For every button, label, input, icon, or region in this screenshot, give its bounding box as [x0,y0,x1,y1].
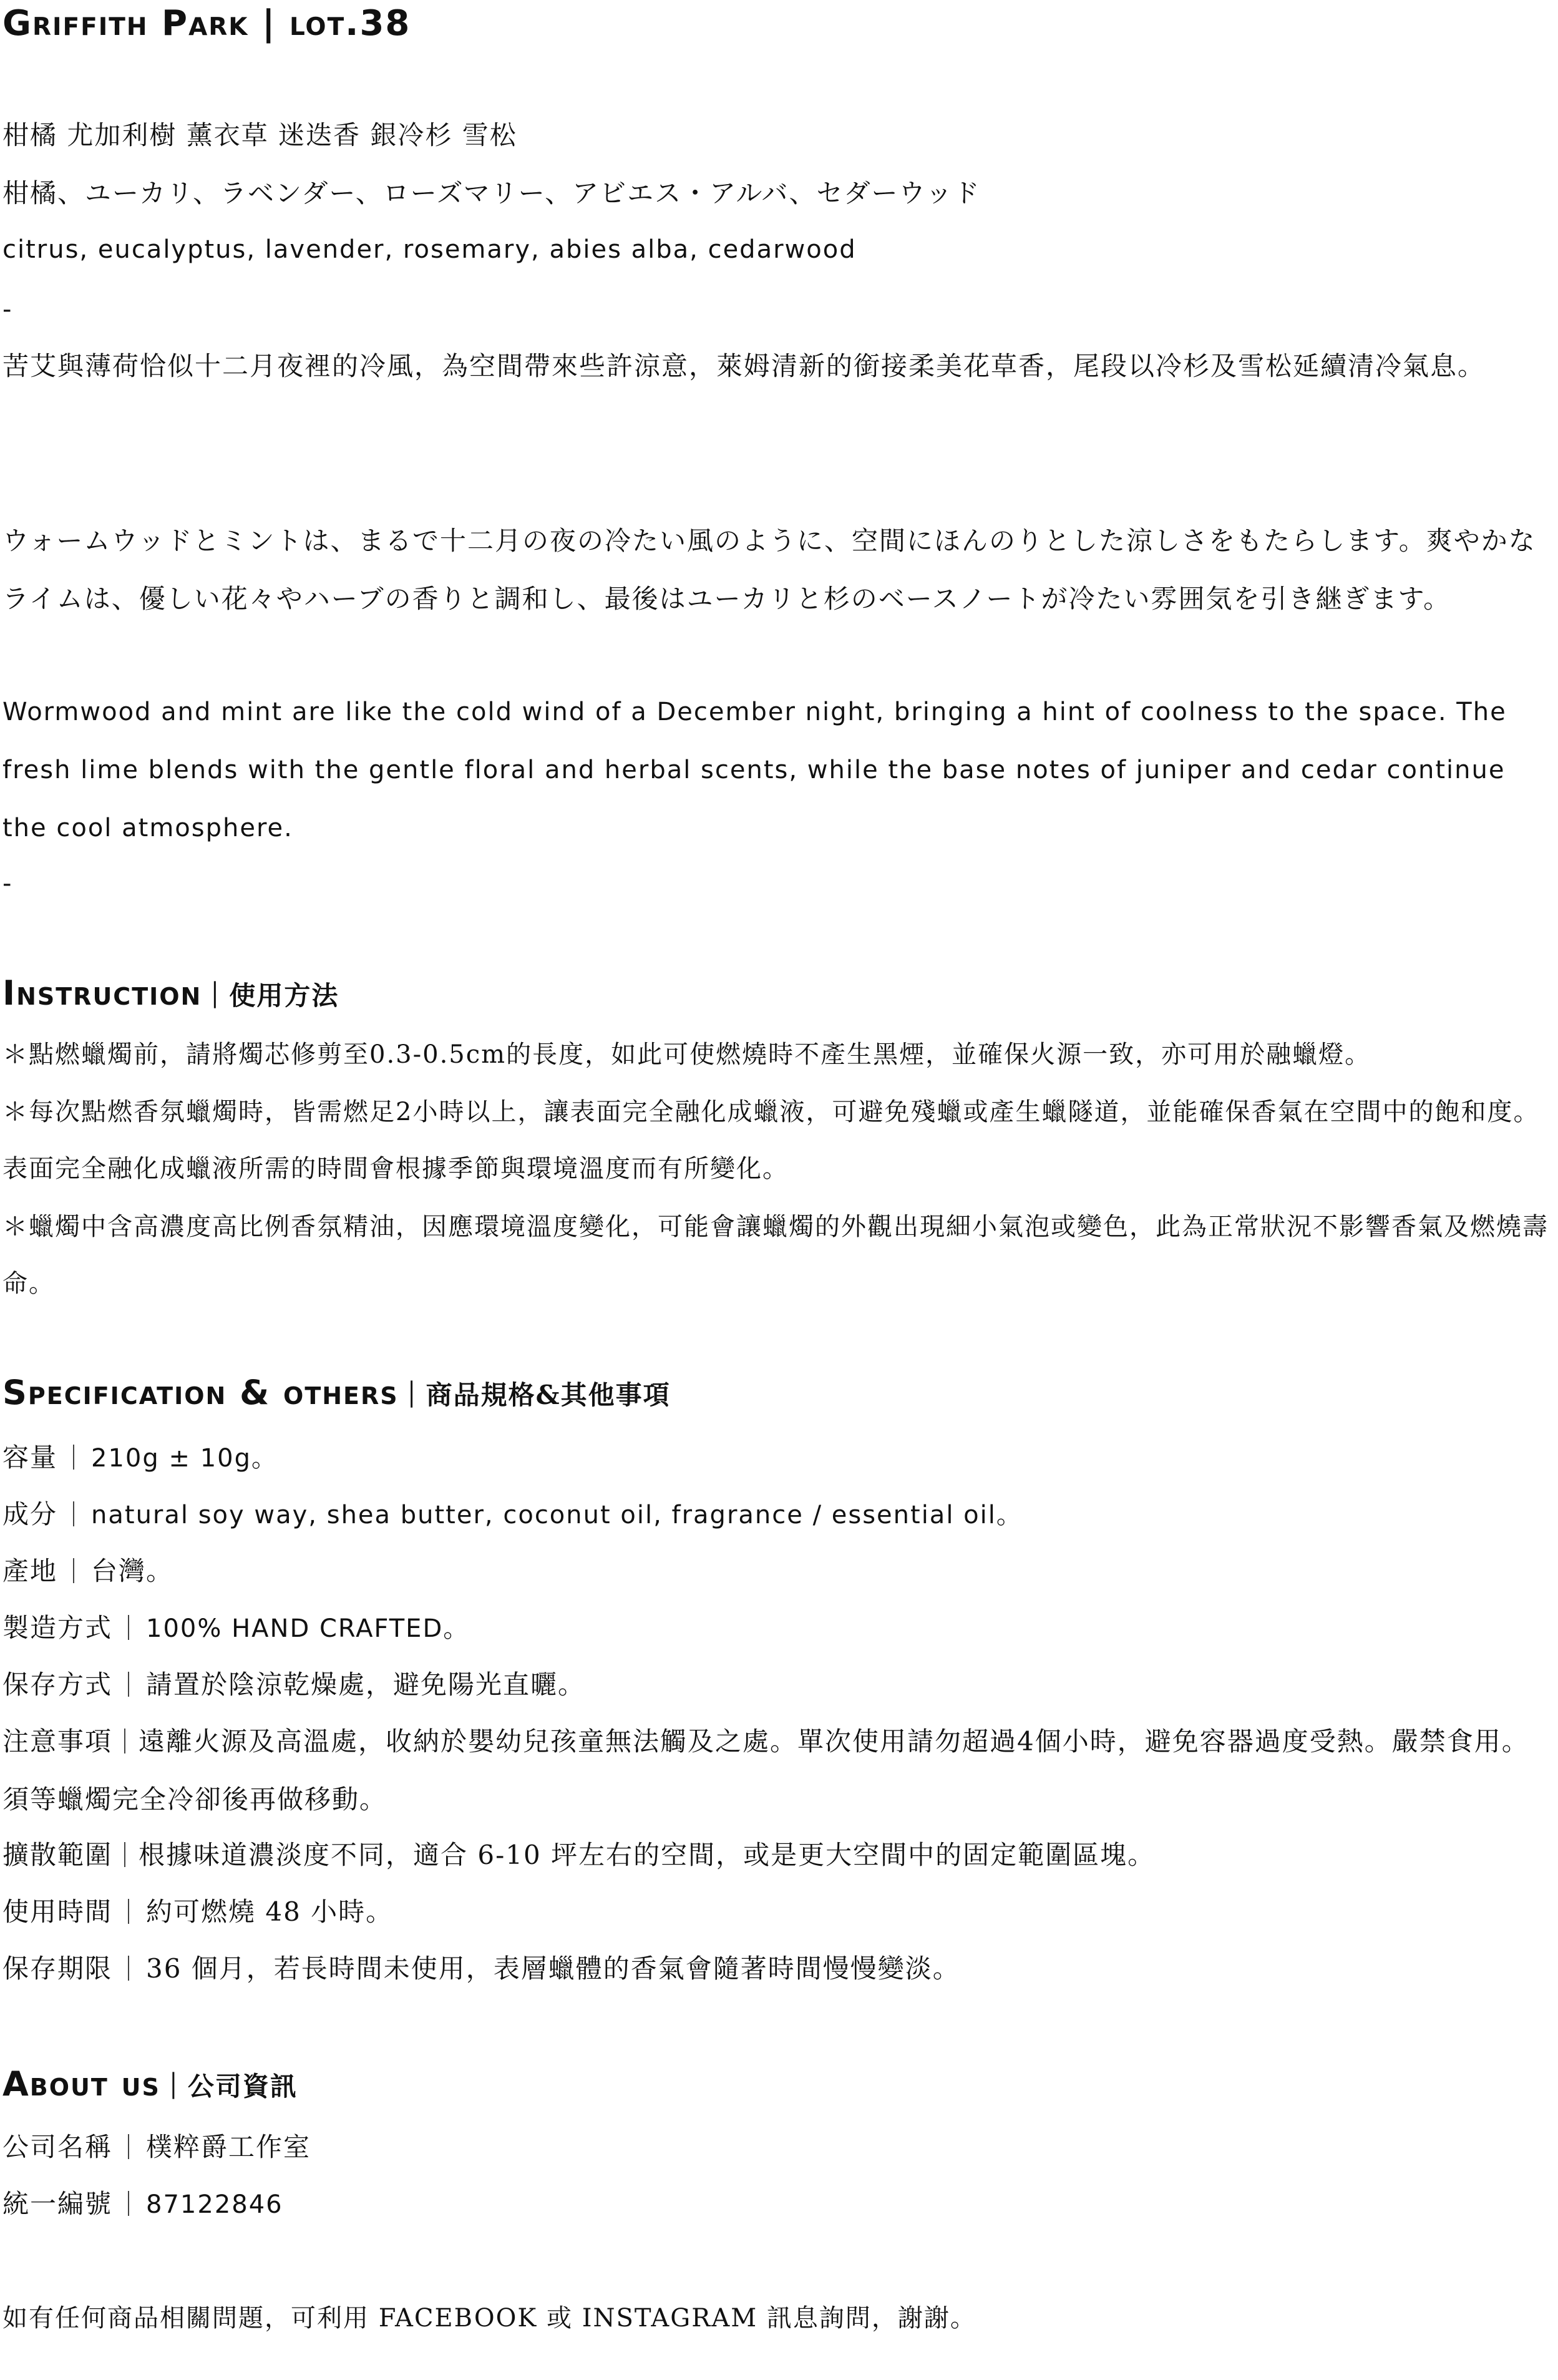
separator: ｜ [116,2134,143,2162]
spec-value: 請置於陰涼乾燥處，避免陽光直曬。 [146,1669,586,1700]
product-title: Griffith Park | lot.38 [2,3,411,44]
spec-value: 遠離火源及高溫處，收納於嬰幼兒孩童無法觸及之處。單次使用請勿超過4個小時，避免容器過度受熱。嚴禁食用。須等蠟燭完全冷卻後再做移動。 [2,1726,1529,1815]
description-zh: 苦艾與薄荷恰似十二月夜裡的冷風，為空間帶來些許涼意，萊姆清新的銜接柔美花草香，尾段以冷杉及雪松延續清冷氣息。 [2,351,1486,381]
about-key: 公司名稱 [2,2132,113,2162]
spec-key: 保存期限 [2,1953,113,1984]
separator: ｜ [116,2190,143,2219]
spec-value: 根據味道濃淡度不同，適合 6-10 坪左右的空間，或是更大空間中的固定範圍區塊。 [139,1840,1156,1870]
description-ja: ウォームウッドとミントは、まるで十二月の夜の冷たい風のように、空間にほんのりとした涼しさをもたらします。爽やかなライムは、優しい花々やハーブの香りと調和し、最後はユーカリと杉のベースノートが冷たい雰囲気を引き継ぎます。 [2,525,1536,614]
contact-note: 如有任何商品相關問題，可利用 FACEBOOK 或 INSTAGRAM 訊息詢問，謝謝。 [2,2304,976,2333]
separator: ｜ [61,1501,88,1529]
separator: ｜ [112,1841,139,1870]
about-heading [2,2064,298,2105]
instruction-item: ＊蠟燭中含高濃度高比例香氛精油，因應環境溫度變化，可能會讓蠟燭的外觀出現細小氣泡或變色，此為正常狀況不影響香氣及燃燒壽命。 [2,1212,1549,1298]
separator: ｜ [116,1614,143,1643]
spec-row-origin [2,1543,173,1601]
spec-row-manufacture [2,1599,469,1657]
spec-key: 使用時間 [2,1896,113,1927]
description-en: Wormwood and mint are like the cold wind of a December night, bringing a hint of coolness to the space. The fresh lime blends with the gentle floral and herbal scents, while the base notes of juniper and cedar continue the cool atmosphere. [2,698,1507,842]
spec-value: 210g ± 10g。 [91,1444,278,1473]
separator: ｜ [112,1728,139,1757]
about-heading-en: About us [2,2064,160,2104]
about-row-tax-id [2,2175,283,2233]
spec-value: 約可燃燒 48 小時。 [146,1896,394,1927]
spec-value: 100% HAND CRAFTED。 [146,1614,470,1643]
about-value: 87122846 [146,2190,283,2219]
separator: ｜ [61,1444,88,1473]
spec-key: 注意事項 [2,1726,113,1757]
spec-row-capacity [2,1429,278,1487]
spec-row-shelf-life [2,1940,960,1998]
about-row-company [2,2119,311,2177]
notes-en: citrus, eucalyptus, lavender, rosemary, abies alba, cedarwood [2,235,857,264]
spec-key: 產地 [2,1556,58,1586]
spec-value: 台灣。 [91,1556,174,1586]
spec-row-storage [2,1656,585,1714]
separator: ｜ [116,1671,143,1700]
instruction-item: ＊點燃蠟燭前，請將燭芯修剪至0.3-0.5cm的長度，如此可使燃燒時不產生黑煙，並確保火源一致，亦可用於融蠟燈。 [2,1040,1371,1069]
separator: ｜ [116,1955,143,1984]
instruction-heading-en: Instruction [2,973,202,1013]
notes-ja: 柑橘、ユーカリ、ラベンダー、ローズマリー、アビエス・アルバ、セダーウッド [2,178,981,208]
separator: ｜ [61,1558,88,1586]
spec-value: natural soy way, shea butter, coconut oil, fragrance / essential oil。 [91,1501,1023,1529]
instruction-item: ＊每次點燃香氛蠟燭時，皆需燃足2小時以上，讓表面完全融化成蠟液，可避免殘蠟或產生蠟隧道，並能確保香氣在空間中的飽和度。表面完全融化成蠟液所需的時間會根據季節與環境溫度而有所變化。 [2,1098,1540,1183]
instruction-heading-zh: ｜使用方法 [202,980,339,1011]
spec-key: 製造方式 [2,1612,113,1643]
spec-key: 成分 [2,1499,58,1529]
spec-key: 容量 [2,1442,58,1473]
about-heading-zh: ｜公司資訊 [160,2071,298,2102]
spec-row-burn-time [2,1883,393,1941]
specification-heading-en: Specification & others [2,1373,399,1412]
spec-key: 擴散範圍 [2,1840,113,1870]
specification-heading-zh: ｜商品規格&其他事項 [398,1380,671,1410]
spec-row-caution [2,1713,1553,1829]
about-key: 統一編號 [2,2188,113,2219]
notes-zh: 柑橘 尤加利樹 薰衣草 迷迭香 銀冷杉 雪松 [2,120,517,150]
spec-value: 36 個月，若長時間未使用，表層蠟體的香氣會隨著時間慢慢變淡。 [146,1953,960,1984]
separator: ｜ [116,1898,143,1927]
spec-row-range [2,1826,1553,1885]
specification-heading [2,1373,671,1413]
divider-dash: - [2,869,12,898]
instruction-heading [2,973,339,1014]
spec-row-ingredients [2,1486,1023,1544]
spec-key: 保存方式 [2,1669,113,1700]
divider-dash: - [2,295,12,324]
about-value: 樸粹爵工作室 [146,2132,311,2162]
